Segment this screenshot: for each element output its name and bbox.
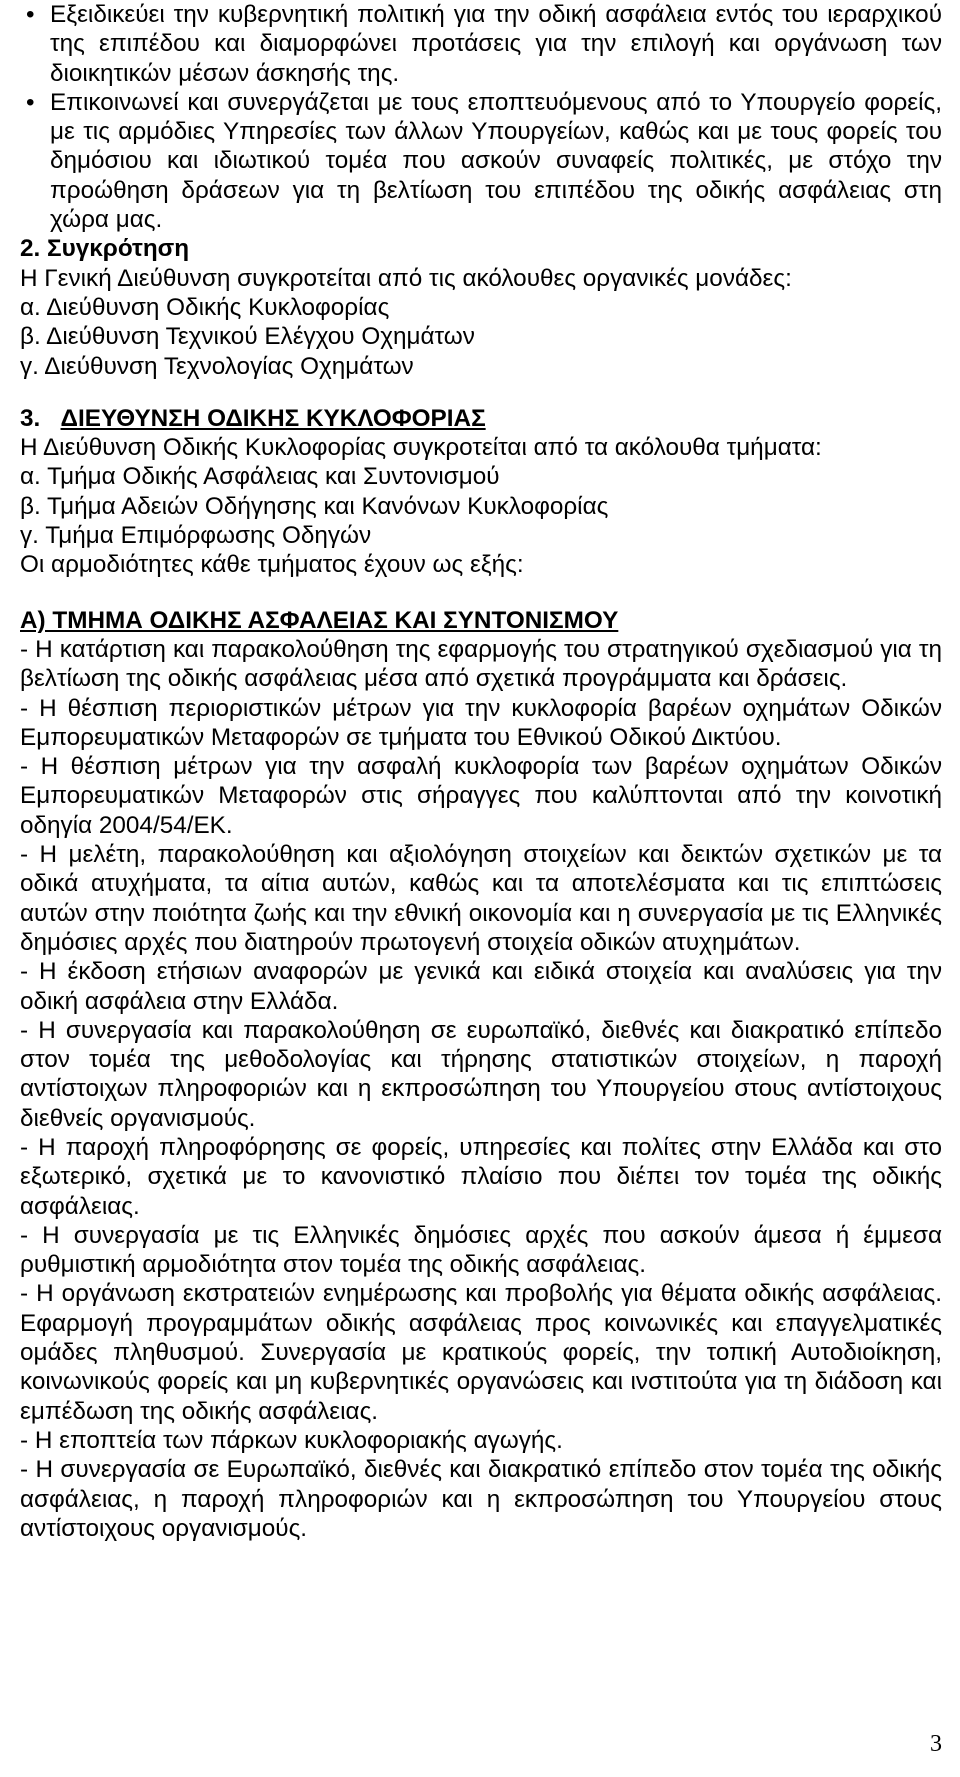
section-a-heading: Α) ΤΜΗΜΑ ΟΔΙΚΗΣ ΑΣΦΑΛΕΙΑΣ ΚΑΙ ΣΥΝΤΟΝΙΣΜΟΥ [20, 606, 619, 634]
section-a-paragraph: - Η εποπτεία των πάρκων κυκλοφοριακής αγωγής. [20, 1426, 563, 1454]
bullet-text: Εξειδικεύει την κυβερνητική πολιτική για την οδική ασφάλεια εντός του ιεραρχικού της επιπέδου και διαμορφώνει προτάσεις για την επιλογή και οργάνωση των διοικητικών μέσων άσκησής της. [50, 1, 942, 87]
section-a-paragraph: - Η συνεργασία και παρακολούθηση σε ευρωπαϊκό, διεθνές και διακρατικό επίπεδο στον τομέα της μεθοδολογίας και τήρησης στατιστικών στοιχείων, η παροχή αντίστοιχων πληροφοριών και η εκπροσώπηση του Υπουργείου στους αντίστοιχους διεθνείς οργανισμούς. [20, 1016, 942, 1132]
bullet-symbol: • [26, 88, 35, 116]
section-2-item: α. Διεύθυνση Οδικής Κυκλοφορίας [20, 293, 390, 321]
section-a-paragraph: - Η κατάρτιση και παρακολούθηση της εφαρμογής του στρατηγικού σχεδιασμού για τη βελτίωση της οδικής ασφάλειας μέσα από σχετικά προγράμματα και δράσεις. [20, 635, 942, 693]
section-a-paragraph: - Η μελέτη, παρακολούθηση και αξιολόγηση στοιχείων και δεικτών σχετικών με τα οδικά ατυχήματα, τα αίτια αυτών, καθώς και τα αποτελέσματα και τις επιπτώσεις αυτών στην ποιότητα ζωής και την εθνική οικονομία και η συνεργασία με τις Ελληνικές δημόσιες αρχές που διατηρούν πρωτογενή στοιχεία οδικών ατυχημάτων. [20, 841, 942, 956]
section-3-heading [20, 404, 942, 433]
section-3-item: γ. Τμήμα Επιμόρφωσης Οδηγών [20, 522, 372, 550]
section-2-item: β. Διεύθυνση Τεχνικού Ελέγχου Οχημάτων [20, 323, 475, 351]
section-2-heading: 2. Συγκρότηση [20, 235, 190, 263]
section-a-paragraph: - Η παροχή πληροφόρησης σε φορείς, υπηρεσίες και πολίτες στην Ελλάδα και στο εξωτερικό, σχετικά με το κανονιστικό πλαίσιο που διέπει τον τομέα της οδικής ασφάλειας. [20, 1133, 942, 1220]
spacer [20, 580, 942, 606]
section-3-title: ΔΙΕΥΘΥΝΣΗ ΟΔΙΚΗΣ ΚΥΚΛΟΦΟΡΙΑΣ [60, 404, 486, 432]
section-a-paragraph: - Η θέσπιση μέτρων για την ασφαλή κυκλοφορία των βαρέων οχημάτων Οδικών Εμπορευματικών Μεταφορών στις σήραγγες που καλύπτονται από την κοινοτική οδηγία 2004/54/ΕΚ. [20, 753, 942, 839]
bullet-item [20, 0, 942, 88]
section-a-paragraph: - Η οργάνωση εκστρατειών ενημέρωσης και προβολής για θέματα οδικής ασφάλειας. Εφαρμογή προγραμμάτων οδικής ασφάλειας προς κοινωνικές και επαγγελματικές ομάδες πληθυσμού. Συνεργασία με κρατικούς φορείς, την τοπική Αυτοδιοίκηση, κοινωνικούς φορείς και μη κυβερνητικές οργανώσεις και ινστιτούτα για τη διάδοση και εμπέδωση της οδικής ασφάλειας. [20, 1280, 942, 1425]
section-3-number: 3. [20, 404, 41, 432]
section-a-paragraph: - Η έκδοση ετήσιων αναφορών με γενικά και ειδικά στοιχεία και αναλύσεις για την οδική ασφάλεια στην Ελλάδα. [20, 958, 942, 1015]
document-page [20, 0, 942, 1543]
section-2-item: γ. Διεύθυνση Τεχνολογίας Οχημάτων [20, 352, 414, 380]
bullet-text: Επικοινωνεί και συνεργάζεται με τους εποπτευόμενους από το Υπουργείο φορείς, με τις αρμόδιες Υπηρεσίες των άλλων Υπουργείων, καθώς και με τους φορείς του δημόσιου και ιδιωτικού τομέα που ασκούν συναφείς πολιτικές, με στόχο την προώθηση δράσεων για τη βελτίωση του επιπέδου της οδικής ασφάλειας στη χώρα μας. [50, 88, 942, 234]
section-2-intro: Η Γενική Διεύθυνση συγκροτείται από τις ακόλουθες οργανικές μονάδες: [20, 264, 792, 292]
section-3-intro: Η Διεύθυνση Οδικής Κυκλοφορίας συγκροτείται από τα ακόλουθα τμήματα: [20, 434, 822, 462]
section-3-outro: Οι αρμοδιότητες κάθε τμήματος έχουν ως εξής: [20, 551, 524, 579]
bullet-symbol: • [26, 1, 35, 28]
section-a-paragraph: - Η θέσπιση περιοριστικών μέτρων για την κυκλοφορία βαρέων οχημάτων Οδικών Εμπορευματικών Μεταφορών σε τμήματα του Εθνικού Οδικού Δικτύου. [20, 694, 942, 751]
page-number: 3 [930, 1731, 942, 1757]
section-a-paragraph: - Η συνεργασία με τις Ελληνικές δημόσιες αρχές που ασκούν άμεσα ή έμμεσα ρυθμιστική αρμοδιότητα στον τομέα της οδικής ασφάλειας. [20, 1221, 942, 1279]
section-3-item: α. Τμήμα Οδικής Ασφάλειας και Συντονισμού [20, 463, 500, 491]
bullet-item [20, 88, 942, 234]
section-3-item: β. Τμήμα Αδειών Οδήγησης και Κανόνων Κυκλοφορίας [20, 492, 609, 520]
spacer [20, 381, 942, 404]
section-a-paragraph: - Η συνεργασία σε Ευρωπαϊκό, διεθνές και διακρατικό επίπεδο στον τομέα της οδικής ασφάλειας, η παροχή πληροφοριών και η εκπροσώπηση του Υπουργείου στους αντίστοιχους οργανισμούς. [20, 1456, 942, 1542]
